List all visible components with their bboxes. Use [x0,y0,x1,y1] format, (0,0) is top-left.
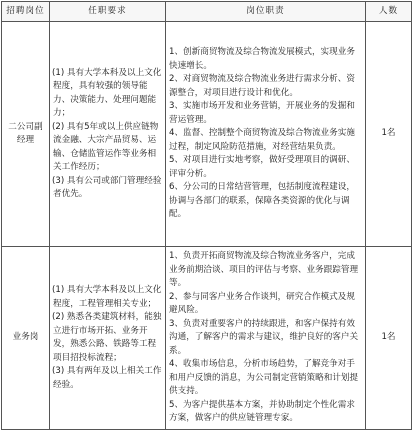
duty-item: 5、对项目进行实地考察，做好受理项目的调研、评审分析。 [169,155,355,179]
duty-item: 6、分公司的日常结营管理，包括制度流程建设，协调与各部门的联系，保障各类资源的优化与调配。 [169,182,355,220]
duty-item: 5、为客户提供基本方案，并协助制定个性化需求方案，做客户的供应链管理专家。 [169,399,355,424]
duties-cell [166,247,366,430]
count-cell: 1名 [366,247,412,430]
header-requirements: 任职要求 [50,2,166,22]
requirement-item: (2) 具有5年或以上供应链物流金融、大宗产品贸易、运输、仓储监管运作等业务相关工作经历； [52,121,159,172]
header-position: 招聘岗位 [2,2,50,22]
header-row [2,2,412,22]
duties-cell [166,22,366,247]
count-cell: 1名 [366,22,412,247]
position-cell: 业务岗 [2,247,50,430]
duty-item: 1、创新商贸物流及综合物流发展模式，实现业务快速增长。 [169,47,355,71]
requirement-item: (1) 具有大学本科及以上文化程度，具有较强的领导能力、决策能力、处理问题能力； [52,67,162,118]
requirement-item: (2) 熟悉各类建筑材料，能独立进行市场开拓、业务开发，熟悉公路、铁路等工程项目招投标流程； [52,312,162,363]
duty-item: 4、收集市场信息，分析市场趋势，了解竞争对手和用户反馈的消息，为公司制定营销策略和计划提供支持。 [169,359,359,397]
duty-item: 3、实施市场开发和业务营销，开展业务的发掘和营运管理。 [169,101,355,125]
position-cell: 二公司副经理 [2,22,50,247]
table-row [2,22,412,247]
table-row [2,247,412,430]
requirements-cell [50,22,166,247]
duty-item: 1、负责开拓商贸物流及综合物流业务客户，完成业务前期洽谈、项目的评估与考察、业务跟踪管理等。 [169,251,359,289]
header-count: 人数 [366,2,412,22]
header-duties: 岗位职责 [166,2,366,22]
requirement-item: (1) 具有大学本科及以上文化程度，工程管理相关专业； [52,285,162,309]
duty-item: 4、监督、控制整个商贸物流及综合物流业务实施过程，制定风险防范措施，对经营结果负责。 [169,128,355,152]
duty-item: 2、对商贸物流及综合物流业务进行需求分析、资源整合，对项目进行设计和优化。 [169,74,355,98]
requirement-item: (3) 具有两年及以上相关工作经验。 [52,366,162,390]
requirement-item: (3) 具有公司或部门管理经验者优先。 [52,175,162,199]
duty-item: 2、参与同客户业务合作谈判，研究合作模式及规避风险。 [169,291,355,316]
recruitment-table [1,1,412,430]
duty-item: 3、负责对重要客户的持续跟进，和客户保持有效沟通，了解客户的需求与建议，维护良好的客户关系。 [169,318,359,356]
requirements-cell [50,247,166,430]
